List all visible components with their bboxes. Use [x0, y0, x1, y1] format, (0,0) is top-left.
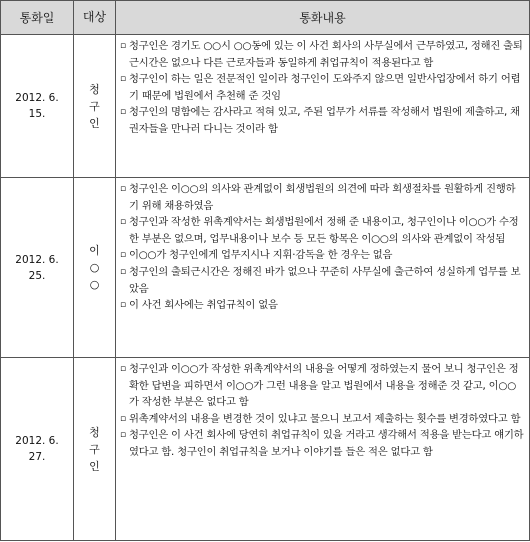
bullet-icon: ▫ [120, 250, 126, 261]
list-item [120, 427, 525, 460]
bullet-icon: ▫ [120, 184, 126, 194]
bullet-icon: ▫ [120, 266, 126, 277]
item-text: 청구인은 이○○의 의사와 관계없이 회생법원의 의견에 따라 회생절차를 원활하게 진행하기 위해 채용하였음 [129, 183, 516, 212]
call-target [74, 178, 116, 358]
call-date-line: 15. [28, 108, 46, 120]
call-target-char: ○ [89, 261, 100, 274]
call-target-char: 인 [89, 116, 100, 130]
header-content: 통화내용 [116, 1, 530, 35]
bullet-icon: ▫ [120, 430, 126, 441]
item-text: 청구인의 출퇴근시간은 정해진 바가 없으나 꾸준히 사무실에 출근하여 성실하게 업무를 보았음 [129, 265, 521, 295]
header-row [1, 1, 530, 35]
list-item [120, 361, 525, 411]
call-target-char: 청 [89, 82, 100, 96]
item-text: 청구인의 명함에는 감사라고 적혀 있고, 주된 업무가 서류를 작성해서 법원에 제출하고, 채권자들을 만나러 다니는 것이라 함 [129, 106, 520, 135]
header-target [74, 1, 116, 35]
call-content [116, 358, 530, 541]
call-date [1, 358, 74, 541]
list-item [120, 214, 525, 247]
call-target-char: 청 [89, 425, 100, 439]
call-target-char: 구 [89, 442, 100, 456]
bullet-icon: ▫ [120, 107, 126, 118]
table-row [1, 178, 530, 358]
call-content [116, 35, 530, 178]
list-item [120, 297, 525, 314]
item-text: 이○○가 청구인에게 업무지시나 지휘·감독을 한 경우는 없음 [129, 249, 393, 262]
call-target-char: ○ [89, 278, 100, 291]
call-target-char: 이 [89, 244, 100, 257]
bullet-icon: ▫ [120, 300, 126, 311]
item-text: 청구인은 이 사건 회사에 당연히 취업규칙이 있을 거라고 생각해서 적용을 받는다고 얘기하였다고 함. 청구인이 취업규칙을 보거나 이야기를 들은 적은 없다고 함 [129, 429, 524, 458]
item-text: 이 사건 회사에는 취업규칙이 없음 [129, 299, 278, 312]
call-target-char: 구 [89, 99, 100, 113]
item-text: 청구인이 하는 일은 전문적인 일이라 청구인이 도와주지 않으면 일반사업장에서 하기 어렵기 때문에 법원에서 추천해 준 것임 [129, 73, 521, 102]
list-item [120, 38, 525, 71]
bullet-icon: ▫ [120, 413, 126, 424]
list-item [120, 247, 525, 264]
bullet-icon: ▫ [120, 74, 126, 85]
call-date-line: 2012. 6. [15, 253, 59, 266]
header-date: 통화일 [1, 1, 74, 35]
list-item [120, 104, 525, 137]
call-date-line: 27. [28, 451, 46, 463]
call-date [1, 35, 74, 178]
table-row [1, 358, 530, 541]
table-row [1, 35, 530, 178]
header-target-text: 대상 [82, 10, 107, 24]
item-text: 청구인은 경기도 ○○시 ○○동에 있는 이 사건 회사의 사무실에서 근무하였고, 정해진 출퇴근시간은 없으나 다른 근로자들과 동일하게 취업규칙이 적용된다고 함 [129, 40, 523, 69]
item-text: 청구인과 작성한 위촉계약서는 회생법원에서 정해 준 내용이고, 청구인이나 이○○가 수정한 부분은 없으며, 업무내용이나 보수 등 모든 항목은 이○○의 의사와 관계없이 작성됨 [129, 216, 519, 245]
call-target [74, 358, 116, 541]
call-date-line: 25. [28, 269, 46, 282]
list-item [120, 264, 525, 297]
item-text: 청구인과 이○○가 작성한 위촉계약서의 내용을 어떻게 정하였는지 물어 보니 청구인은 정확한 답변을 피하면서 이○○가 그런 내용을 알고 법원에서 내용을 정해준 것 같고, 이○○가 작성한 부분은 없다고 함 [129, 363, 519, 409]
bullet-icon: ▫ [120, 217, 126, 228]
call-target-char: 인 [89, 459, 100, 473]
list-item [120, 71, 525, 104]
call-content [116, 178, 530, 358]
bullet-icon: ▫ [120, 41, 126, 51]
item-text: 위촉계약서의 내용을 변경한 것이 있냐고 물으니 보고서 제출하는 횟수를 변경하였다고 함 [129, 412, 521, 425]
call-date-line: 2012. 6. [15, 435, 59, 447]
list-item [120, 181, 525, 214]
list-item [120, 411, 525, 428]
bullet-icon: ▫ [120, 364, 126, 374]
call-target [74, 35, 116, 178]
call-date-line: 2012. 6. [15, 92, 59, 104]
call-date [1, 178, 74, 358]
